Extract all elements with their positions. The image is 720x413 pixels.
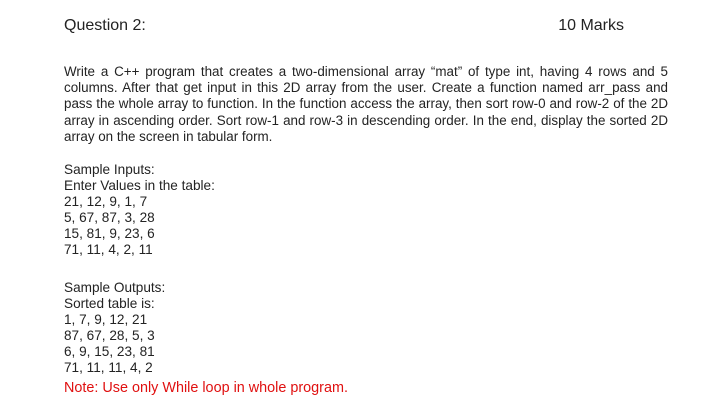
- sample-inputs-heading: Sample Inputs:: [64, 162, 155, 177]
- sample-inputs-subheading: Enter Values in the table:: [64, 178, 215, 194]
- output-row: 1, 7, 9, 12, 21: [64, 312, 148, 328]
- sample-outputs-section: [64, 280, 165, 377]
- output-row: 71, 11, 11, 4, 2: [64, 360, 153, 376]
- question-header: [64, 16, 624, 38]
- output-row: 87, 67, 28, 5, 3: [64, 328, 155, 344]
- sample-outputs-heading: Sample Outputs:: [64, 280, 166, 295]
- sample-inputs-section: [64, 162, 215, 259]
- output-row: 6, 9, 15, 23, 81: [64, 344, 155, 360]
- sample-outputs-subheading: Sorted table is:: [64, 296, 155, 312]
- marks-label: 10 Marks: [558, 17, 624, 34]
- input-row: 71, 11, 4, 2, 11: [64, 242, 153, 258]
- note-text: Note: Use only While loop in whole program.: [64, 380, 348, 396]
- input-row: 15, 81, 9, 23, 6: [64, 226, 155, 242]
- input-row: 5, 67, 87, 3, 28: [64, 210, 155, 226]
- input-row: 21, 12, 9, 1, 7: [64, 194, 148, 210]
- problem-description: Write a C++ program that creates a two-dimensional array “mat” of type int, having 4 rows and 5 columns. After that get input in this 2D array from the user. Create a function named arr_pass and pass the whole array to function. In the function access the array, then sort row-0 and row-2 of the 2D array in ascending order. Sort row-1 and row-3 in descending order. In the end, display the sorted 2D array on the screen in tabular form.: [64, 64, 668, 144]
- question-title: Question 2:: [64, 17, 146, 34]
